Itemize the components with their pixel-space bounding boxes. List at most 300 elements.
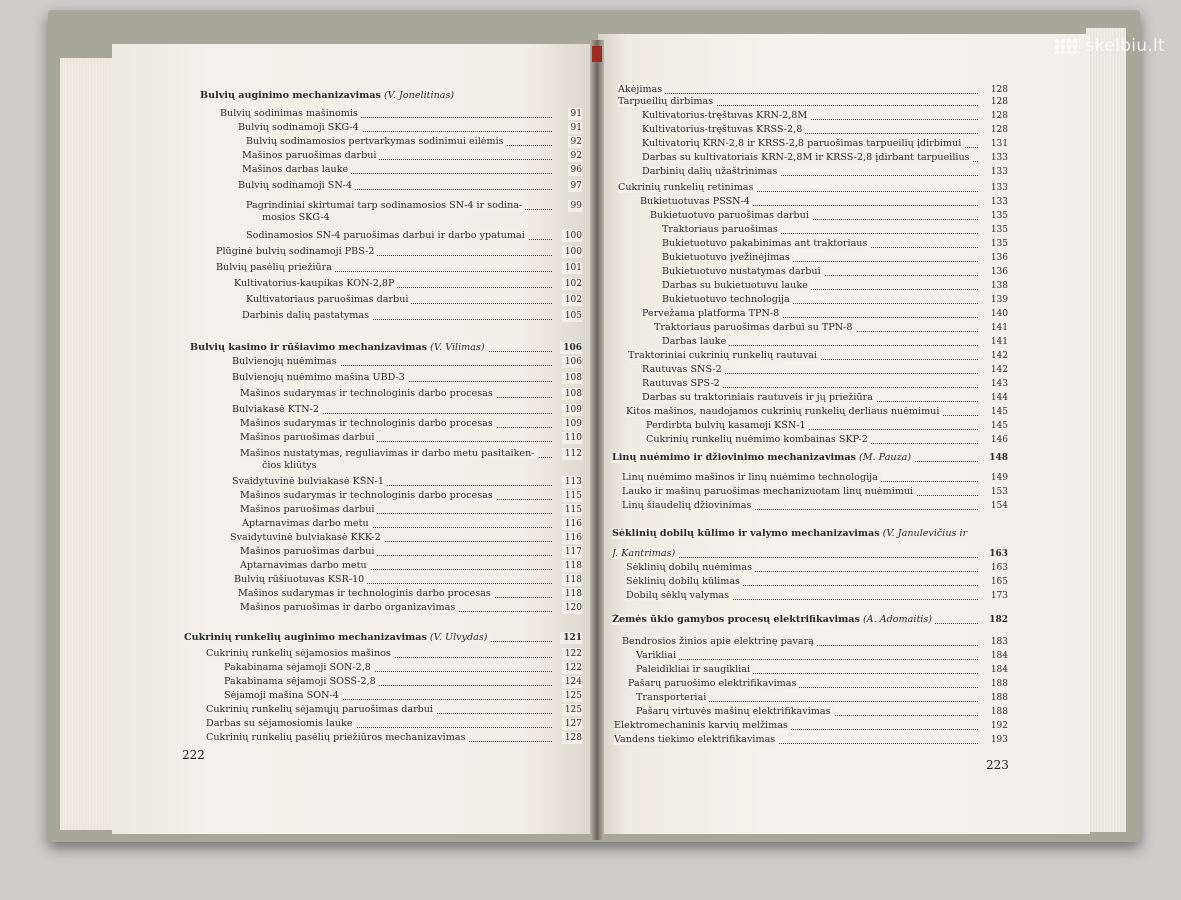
toc-entry-title [642,152,973,163]
toc-entry-title [240,560,370,571]
toc-page-number: 127 [562,718,582,730]
toc-page-number: 109 [562,418,582,430]
toc-entry-title [240,388,496,399]
toc-title-text: Cukrinių runkelių sėjamosios mašinos [206,648,391,659]
toc-title-text: Žemės ūkio gamybos procesų elektrifikavimas [612,614,860,625]
toc-title-text: Transporteriai [636,692,707,703]
toc-title-text: Pašarų virtuvės mašinų elektrifikavimas [636,706,831,717]
toc-entry-title [642,138,964,149]
leader-dots [636,659,978,660]
toc-entry-title [636,706,834,717]
toc-title-text: Traktoriaus paruošimas [662,224,778,235]
logo-dots-icon [1054,38,1080,54]
toc-page-number: 144 [988,392,1008,404]
toc-title-text: Kultivatorius-tręštuvas KRN-2,8M [642,110,808,121]
toc-page-number: 153 [988,486,1008,498]
toc-title-text: Pakabinama sėjamoji SOSŠ-2,8 [224,676,376,687]
toc-entry-title [662,252,793,263]
toc-entry [636,664,1008,676]
toc-page-number: 154 [988,500,1008,512]
toc-entry [636,650,1008,662]
toc-page-number: 110 [562,432,582,444]
toc-entry-title [622,500,754,511]
toc-entry-title [220,108,361,119]
toc-page-number: 116 [562,532,582,544]
toc-entry [612,548,1008,560]
toc-page-number: 120 [562,602,582,614]
toc-entry-title [262,460,320,471]
toc-title-text: Mašinos paruošimas darbui [240,432,375,443]
toc-title-text: Mašinos sudarymas ir technologinis darbo procesas [240,418,493,429]
toc-page-number: 102 [562,294,582,306]
toc-entry-title [206,648,394,659]
toc-entry-title [642,378,723,389]
toc-title-text: Traktoriniai cukrinių runkelių rautuvai [628,350,817,361]
toc-title-text: Sodinamosios SN-4 paruošimas darbui ir darbo ypatumai [246,230,525,241]
toc-title-text: Pervežama platforma TPN-8 [642,308,780,319]
toc-page-number: 128 [988,124,1008,136]
toc-page-number: 106 [562,356,582,368]
toc-entry-title [232,372,408,383]
toc-entry [626,406,1008,418]
toc-entry [622,472,1008,484]
toc-entry-title [234,278,397,289]
toc-page-number: 163 [988,562,1008,574]
toc-entry-title [618,96,716,107]
toc-entry-title [242,518,372,529]
toc-title-text: Kultivatorius-tręštuvas KRSS-2,8 [642,124,803,135]
toc-entry [232,404,582,416]
toc-entry-title [662,238,870,249]
toc-page-number: 133 [988,182,1008,194]
toc-title-text: Bulvienojų nuėmimas [232,356,337,367]
toc-title-text: Bulviakasė KTN-2 [232,404,319,415]
toc-page-number: 182 [986,614,1008,626]
toc-page-number: 122 [562,662,582,674]
toc-title-text: Darbinis dalių pastatymas [242,310,370,321]
toc-title-text: Tarpueilių dirbimas [618,96,714,107]
toc-page-number: 143 [988,378,1008,390]
toc-title-text: Darbas su traktoriniais rautuveis ir jų priežiūra [642,392,873,403]
toc-entry-title [240,432,377,443]
toc-entry-title [240,448,538,459]
toc-page-number: 112 [562,448,582,460]
toc-page-number: 108 [562,388,582,400]
toc-entry [642,308,1008,320]
toc-entry [626,590,1008,602]
toc-entry [216,246,582,258]
toc-title-text: Mašinos paruošimas darbui [242,150,377,161]
toc-title-text: Varikliai [636,650,677,661]
toc-title-text: Bulvių pasėlių priežiūra [216,262,332,273]
toc-title-text: Mašinos sudarymas ir technologinis darbo procesas [240,388,493,399]
toc-entry-title [662,224,781,235]
toc-entry [206,718,582,730]
toc-title-text: Cukrinių runkelių sėjamųjų paruošimas darbui [206,704,434,715]
toc-entry [240,560,582,572]
toc-entry [654,322,1008,334]
toc-page-number: 128 [988,84,1008,96]
toc-entry [240,490,582,502]
toc-title-text: Vandens tiekimo elektrifikavimas [614,734,776,745]
toc-entry-title [230,532,384,543]
toc-entry-title [242,150,379,161]
toc-entry-title [650,210,812,221]
toc-entry-title [216,246,377,257]
toc-title-text: Aptarnavimas darbo metu [240,560,367,571]
toc-entry-title [622,636,817,647]
toc-entry-title [232,476,387,487]
toc-entry [662,252,1008,264]
toc-page-number: 128 [988,96,1008,108]
toc-entry-title [626,406,942,417]
toc-page-number: 136 [988,252,1008,264]
toc-author: (M. Pauza) [855,452,912,463]
right-page-edges [1086,28,1126,832]
toc-page-number: 100 [562,246,582,258]
toc-page-number: 128 [562,732,582,744]
toc-entry [636,692,1008,704]
toc-page-number: 125 [562,690,582,702]
toc-entry [216,262,582,274]
toc-page-number: 115 [562,504,582,516]
toc-page-number: 140 [988,308,1008,320]
toc-title-text: Kultivatorius-kaupikas KON-2,8P [234,278,395,289]
toc-entry [242,150,582,162]
toc-title-text: Linų šiaudelių džiovinimas [622,500,752,511]
toc-title-text: Aptarnavimas darbo metu [242,518,369,529]
toc-entry-title [240,602,458,613]
toc-page-number: 99 [568,200,582,212]
toc-author: (V. Vilimas) [427,342,485,353]
book-spine [590,40,604,840]
toc-entry-title [240,490,496,501]
toc-page-number: 109 [562,404,582,416]
toc-entry-title [642,110,810,121]
toc-entry-title [224,690,342,701]
toc-entry [240,418,582,430]
toc-entry [238,180,582,192]
toc-page-number: 148 [986,452,1008,464]
toc-entry-title [622,472,881,483]
toc-page-number: 101 [562,262,582,274]
toc-entry [626,576,1008,588]
toc-title-text: Dobilų sėklų valymas [626,590,730,601]
toc-entry-title [612,528,970,539]
toc-entry [240,602,582,614]
toc-entry-title [636,650,679,661]
toc-entry [224,662,582,674]
toc-page-number: 188 [988,706,1008,718]
toc-title-text: Pagrindiniai skirtumai tarp sodinamosios SN-4 ir sodina- [246,200,523,211]
toc-page-number: 133 [988,166,1008,178]
toc-page-number: 149 [988,472,1008,484]
toc-entry [206,648,582,660]
toc-entry [246,136,582,148]
toc-title-text: Sėklinių dobilų nuėmimas [626,562,753,573]
toc-page-number: 118 [562,574,582,586]
toc-page-number: 91 [568,122,582,134]
toc-page-number: 115 [562,490,582,502]
toc-page-number: 113 [562,476,582,488]
toc-title-text: Pašarų paruošimo elektrifikavimas [628,678,797,689]
toc-page-number: 133 [988,152,1008,164]
toc-page-number: 146 [988,434,1008,446]
toc-entry-title [206,704,436,715]
toc-entry-title [614,734,778,745]
toc-title-text: Plūginė bulvių sodinamoji PBS-2 [216,246,375,257]
toc-page-number: 145 [988,406,1008,418]
toc-entry [662,224,1008,236]
toc-page-number: 193 [988,734,1008,746]
toc-title-text: Cukrinių runkelių retinimas [618,182,754,193]
toc-page-number: 116 [562,518,582,530]
toc-entry [642,378,1008,390]
toc-entry-title [642,364,725,375]
toc-title-text: Mašinos paruošimas darbui [240,504,375,515]
toc-entry-title [612,614,935,625]
toc-page-number: 106 [560,342,582,354]
toc-entry-title [246,230,528,241]
toc-entry-title [622,486,916,497]
toc-entry [650,210,1008,222]
toc-page-number: 131 [988,138,1008,150]
toc-page-number: 188 [988,678,1008,690]
toc-entry [642,152,1008,164]
toc-page-number: 173 [988,590,1008,602]
toc-entry [242,164,582,176]
toc-entry-title [206,732,469,743]
toc-entry [234,278,582,290]
toc-entry-title [234,574,367,585]
toc-page-number: 136 [988,266,1008,278]
toc-title-text: Bukietuotuvo įvežinėjimas [662,252,790,263]
toc-entry [612,528,1008,540]
toc-title-text: Bulvių sodinamoji SN-4 [238,180,353,191]
toc-entry [626,562,1008,574]
toc-entry-title [626,590,732,601]
toc-entry [232,356,582,368]
toc-entry [240,546,582,558]
toc-entry [234,574,582,586]
toc-page-number: 97 [568,180,582,192]
toc-title-text: Mašinos sudarymas ir technologinis darbo procesas [240,490,493,501]
toc-entry-title [612,548,678,559]
toc-page-number: 141 [988,336,1008,348]
toc-entry-title [662,336,729,347]
toc-entry [636,706,1008,718]
toc-entry-title [224,662,374,673]
toc-title-text: Bendrosios žinios apie elektrinę pavarą [622,636,814,647]
toc-entry [238,588,582,600]
toc-page-number: 92 [568,150,582,162]
toc-title-text: Lauko ir mašinų paruošimas mechanizuotam linų nuėmimui [622,486,914,497]
toc-entry [662,238,1008,250]
toc-title-text: Svaidytuvinė bulviakasė KŠN-1 [232,476,385,487]
toc-title-text: Pakabinama sėjamoji SON-2,8 [224,662,371,673]
toc-entry-title [262,212,333,223]
toc-page-number: 121 [560,632,582,644]
toc-entry-title [654,322,856,333]
toc-page-number: 102 [562,278,582,290]
toc-entry-title [238,588,494,599]
toc-entry [642,364,1008,376]
toc-title-text: Sėjamoji mašina SON-4 [224,690,339,701]
toc-page-number: 188 [988,692,1008,704]
toc-entry-title [224,676,379,687]
toc-page-number: 142 [988,364,1008,376]
toc-page-number: 135 [988,238,1008,250]
toc-entry [246,200,582,212]
toc-entry-title [628,350,820,361]
toc-title-text: Akėjimas [618,84,663,95]
toc-title-text: Rautuvas SPS-2 [642,378,720,389]
toc-title-text: Bulvių rūšiuotuvas KSR-10 [234,574,365,585]
toc-entry-title [636,664,753,675]
toc-entry [232,476,582,488]
toc-entry-title [662,294,793,305]
toc-entry-title [206,718,356,729]
toc-entry [622,500,1008,512]
toc-entry [618,182,1008,194]
right-page [598,34,1090,834]
toc-entry-title [626,576,743,587]
toc-title-text: Darbinių dalių užaštrinimas [642,166,778,177]
toc-entry [646,420,1008,432]
toc-title-text: Bulvių sodinamoji SKG-4 [238,122,359,133]
toc-entry [206,732,582,744]
toc-title-text: Darbas su sėjamosiomis lauke [206,718,353,729]
toc-page-number: 184 [988,650,1008,662]
toc-page-number: 142 [988,350,1008,362]
toc-entry [240,448,582,460]
toc-title-text: Kultivatoriaus paruošimas darbui [246,294,409,305]
toc-title-text: Darbas su kultivatoriais KRN-2,8M ir KRSS-2,8 įdirbant tarpueilius [642,152,970,163]
toc-page-number: 96 [568,164,582,176]
toc-page-number: 133 [988,196,1008,208]
toc-title-text: Mašinos paruošimas ir darbo organizavimas [240,602,456,613]
toc-title-text: Linų nuėmimo ir džiovinimo mechanizavimas [612,452,856,463]
toc-title-text: Darbas su bukietuotuvu lauke [662,280,808,291]
left-page [112,44,596,834]
leader-dots [618,93,978,94]
toc-entry [230,532,582,544]
toc-entry [612,614,1008,626]
toc-title-text: Bukietuotuvo paruošimas darbui [650,210,809,221]
toc-entry-title [242,310,372,321]
toc-entry-title [642,166,780,177]
toc-page-number: 141 [988,322,1008,334]
toc-entry-title [232,356,340,367]
toc-title-text: Bukietuotuvas PSSN-4 [640,196,750,207]
toc-entry [642,124,1008,136]
toc-entry-title [246,294,411,305]
toc-entry [200,90,582,102]
toc-entry [262,460,582,472]
toc-entry-title [640,196,753,207]
toc-entry [206,704,582,716]
toc-title-text: Paleidikliai ir saugikliai [636,664,751,675]
toc-page-number: 192 [988,720,1008,732]
toc-title-text: Cukrinių runkelių nuėmimo kombainas SKP-2 [646,434,868,445]
toc-page-number: 139 [988,294,1008,306]
toc-page-number: 128 [988,110,1008,122]
toc-entry-title [662,266,824,277]
toc-title-text: Cukrinių runkelių auginimo mechanizavimas [184,632,427,643]
toc-entry-title [626,562,755,573]
toc-entry-title [240,504,377,515]
toc-entry [618,96,1008,108]
toc-entry [612,452,1008,464]
toc-author: (V. Jonelitinas) [380,90,455,101]
toc-page-number: 124 [562,676,582,688]
toc-title-text: Bulvių kasimo ir rūšiavimo mechanizavimas [190,342,428,353]
toc-entry-title [646,420,809,431]
watermark [1054,36,1165,56]
toc-entry [642,392,1008,404]
toc-entry [220,108,582,120]
toc-entry [184,632,582,644]
toc-page-number: 92 [568,136,582,148]
toc-author: (A. Adomaitis) [859,614,933,625]
toc-page-number: 183 [988,636,1008,648]
toc-title-text: Bukietuotuvo technologija [662,294,790,305]
toc-entry-title [232,404,322,415]
toc-entry [642,166,1008,178]
toc-entry-title [662,280,811,291]
toc-entry-title [642,392,876,403]
toc-page-number: 108 [562,372,582,384]
toc-entry [642,138,1008,150]
toc-title-text: Darbas lauke [662,336,727,347]
toc-page-number: 165 [988,576,1008,588]
toc-entry [628,678,1008,690]
toc-page-number: 122 [562,648,582,660]
toc-page-number: 135 [988,224,1008,236]
toc-title-text: Sėklinių dobilų kūlimas [626,576,740,587]
toc-title-text: Elektromechaninis karvių melžimas [614,720,788,731]
toc-title-text: Bulvių sodinimas mašinomis [220,108,358,119]
toc-entry-title [246,200,525,211]
toc-title-text: Mašinos paruošimas darbui [240,546,375,557]
toc-entry-title [216,262,335,273]
toc-title-text: Sėklinių dobilų kūlimo ir valymo mechanizavimas [612,528,880,539]
toc-page-number: 163 [986,548,1008,560]
toc-page-number: 100 [562,230,582,242]
toc-title-text: Bulvių auginimo mechanizavimas [200,90,381,101]
toc-title-text: Bukietuotuvo pakabinimas ant traktoriaus [662,238,868,249]
toc-entry-title [614,720,791,731]
toc-page-number: 118 [562,588,582,600]
toc-entry [262,212,582,224]
toc-title-text: Mašinos sudarymas ir technologinis darbo procesas [238,588,491,599]
toc-entry [628,350,1008,362]
toc-title-text: čios kliūtys [262,460,317,471]
toc-title-text: Mašinos darbas lauke [242,164,349,175]
toc-title-text: Bukietuotuvo nustatymas darbui [662,266,821,277]
toc-entry-title [646,434,871,445]
toc-entry [640,196,1008,208]
toc-entry [614,734,1008,746]
toc-entry [618,84,1008,96]
toc-title-text: Bulvių sodinamosios pertvarkymas sodinimui eilėmis [246,136,504,147]
toc-entry-title [240,546,377,557]
toc-entry [662,294,1008,306]
toc-entry [190,342,582,354]
toc-title-text: Perdirbta bulvių kasamoji KŠN-1 [646,420,806,431]
toc-title-text: Rautuvas SNS-2 [642,364,722,375]
toc-page-number: 118 [562,560,582,572]
